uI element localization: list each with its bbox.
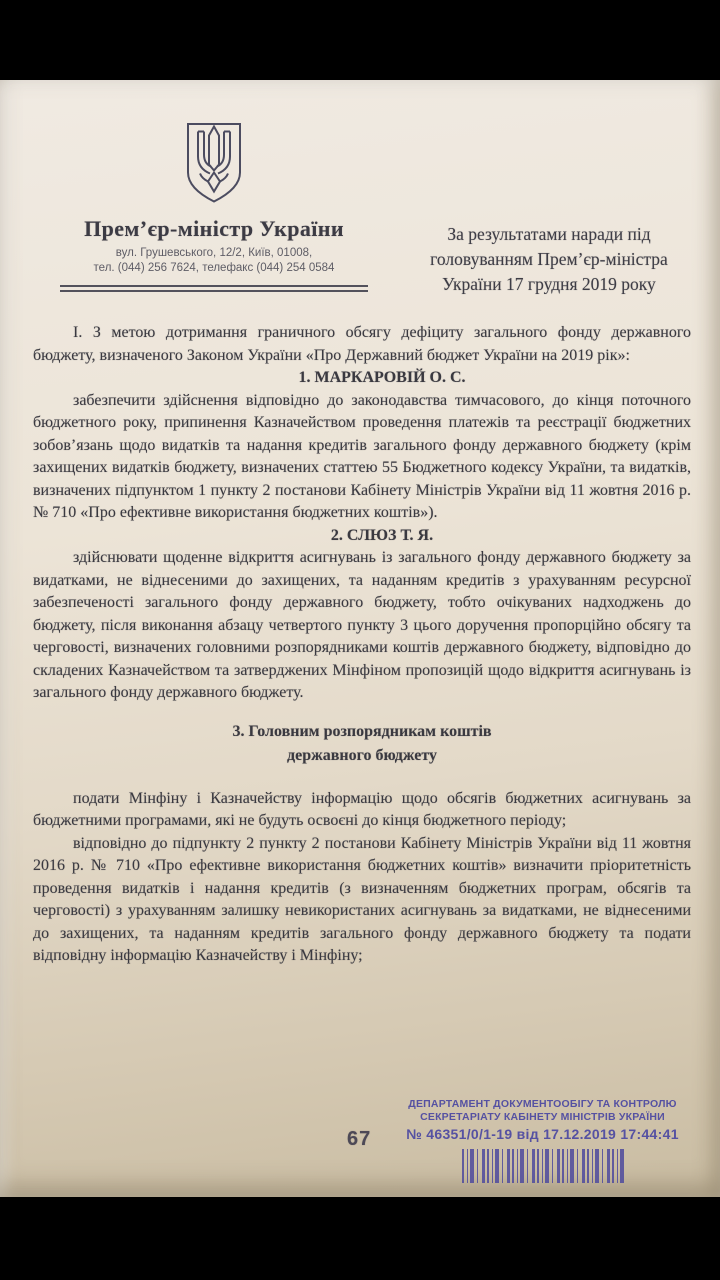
section-1-heading: 1. МАРКАРОВІЙ О. С. [298, 369, 466, 386]
section-3-paragraph-2: відповідно до підпункту 2 пункту 2 постанови Кабінету Міністрів України від 11 жовтня 2016 р. № 710 «Про ефективне використання бюджетних коштів» визначити пріоритетність проведення видатків і надання кредитів (з визначенням бюджетних програм, обсягів та черговості) з урахуванням залишку невикористаних асигнувань за видатками, не віднесеними до захищених, та наданням кредитів загального фонду державного бюджету та подати відповідну інформацію Казначейству і Мінфіну; [33, 834, 691, 964]
meeting-reference-line1: За результатами наради під [447, 224, 651, 244]
meeting-reference [398, 222, 700, 297]
meeting-reference-line2: головуванням Прем’єр-міністра [430, 249, 668, 269]
meeting-reference-line3: України 17 грудня 2019 року [442, 274, 656, 294]
stamp-department-line1: ДЕПАРТАМЕНТ ДОКУМЕНТООБІГУ ТА КОНТРОЛЮ [408, 1098, 677, 1110]
stamp-department-line2: СЕКРЕТАРІАТУ КАБІНЕТУ МІНІСТРІВ УКРАЇНИ [420, 1111, 665, 1123]
letterhead-double-rule [60, 285, 368, 292]
letterhead-title: Прем’єр-міністр України [84, 216, 344, 241]
page-number: 67 [347, 1128, 372, 1150]
letterhead-address-line1: вул. Грушевського, 12/2, Київ, 01008, [115, 247, 313, 259]
registration-stamp [400, 1098, 685, 1183]
intro-paragraph: І. З метою дотримання граничного обсягу дефіциту загального фонду державного бюджету, визначеного Законом України «Про Державний бюджет України на 2019 рік»: [33, 324, 691, 364]
section-2-paragraph: здійснювати щоденне відкриття асигнувань із загального фонду державного бюджету за видатками, не віднесеними до захищених, та наданням кредитів з урахуванням ресурсної забезпеченості загального фонду державного бюджету, тобто очікуваних надходжень до бюджету, після виконання абзацу четвертого пункту 3 цього доручення пропорційно обсягу та черговості, визначених головними розпорядниками коштів державного бюджету, відповідно до складених Казначейством та затверджених Мінфіном пропозицій щодо відкриття асигнувань із загального фонду державного бюджету. [33, 549, 691, 701]
section-2-heading: 2. СЛЮЗ Т. Я. [330, 526, 434, 544]
document-page [0, 80, 720, 1197]
ukraine-trident-emblem-icon [182, 120, 246, 206]
document-body [33, 322, 691, 968]
stamp-registration-number: № 46351/0/1-19 від 17.12.2019 17:44:41 [406, 1126, 679, 1142]
section-3-heading [33, 720, 691, 768]
section-1-paragraph: забезпечити здійснення відповідно до законодавства тимчасового, до кінця поточного бюджетного року, припинення Казначейством проведення платежів та реєстрації бюджетних зобов’язань щодо видатків та надання кредитів загального фонду державного бюджету (крім захищених видатків бюджету, визначених статтею 55 Бюджетного кодексу України, та видатків, визначених підпунктом 1 пункту 2 постанови Кабінету Міністрів України від 11 жовтня 2016 р. № 710 «Про ефективне використання бюджетних коштів»). [33, 391, 691, 521]
section-3-heading-line1: 3. Головним розпорядникам коштів [232, 722, 492, 740]
stamp-barcode [462, 1149, 624, 1183]
section-3-heading-line2: державного бюджету [287, 746, 437, 764]
section-3-paragraph-1: подати Мінфіну і Казначейству інформацію щодо обсягів бюджетних асигнувань за бюджетними програмами, які не будуть освоєні до кінця бюджетного періоду; [33, 789, 691, 829]
letterhead-address-line2: тел. (044) 256 7624, телефакс (044) 254 0584 [93, 262, 335, 274]
letterhead [60, 120, 368, 292]
